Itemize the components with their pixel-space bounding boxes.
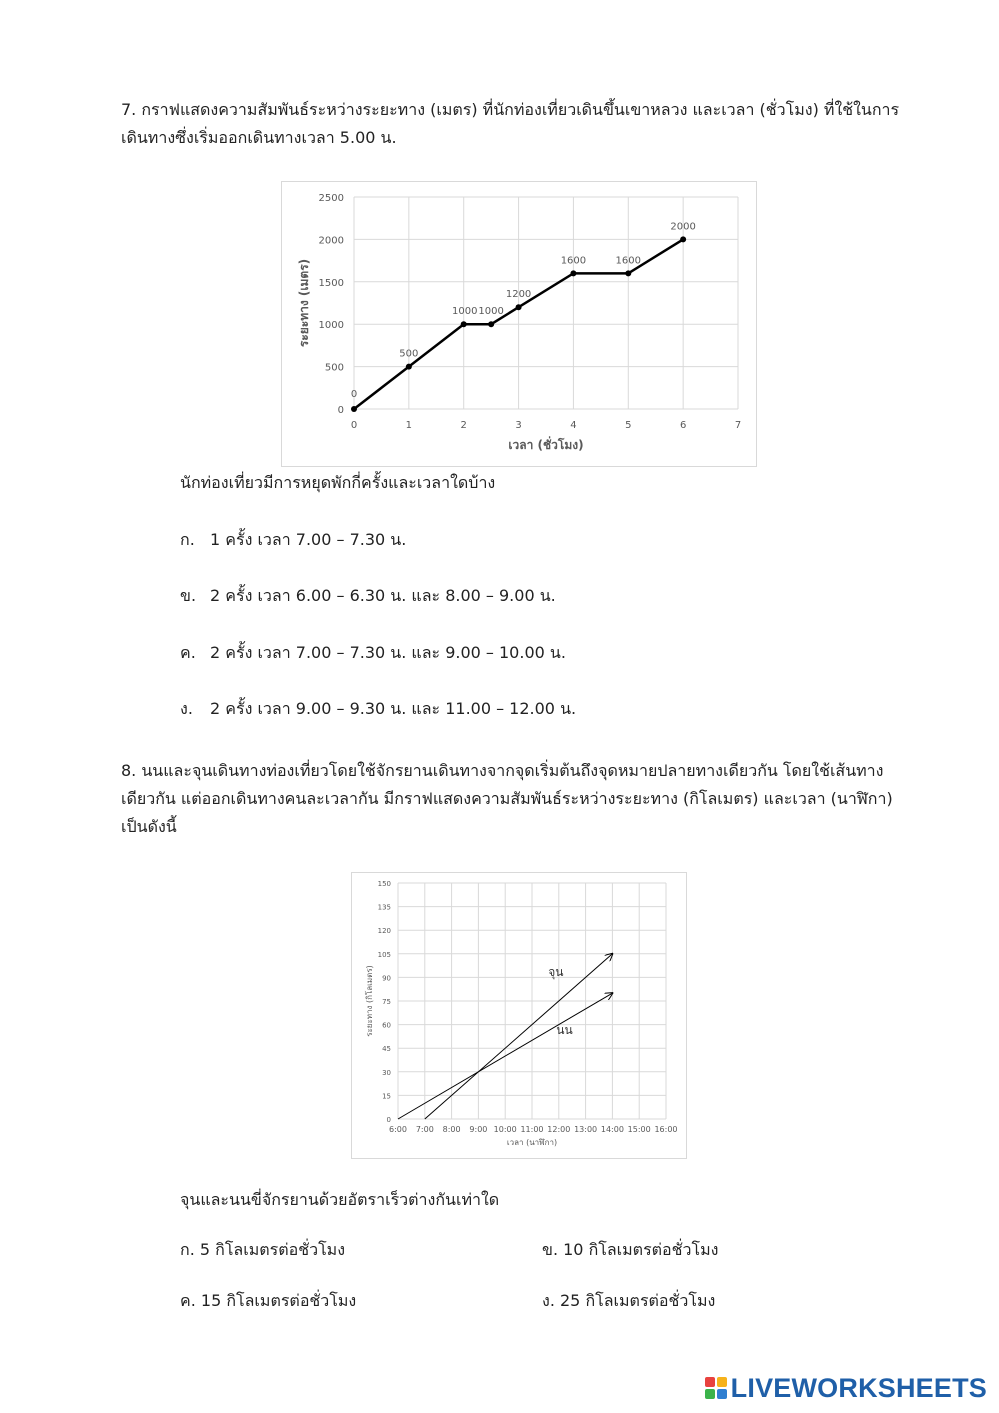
data-label: 1000 bbox=[478, 306, 504, 318]
y-tick-label: 120 bbox=[377, 927, 391, 936]
choice-label: ก. bbox=[180, 530, 195, 549]
x-tick-label: 16:00 bbox=[654, 1125, 678, 1134]
x-tick-label: 2 bbox=[460, 420, 467, 431]
choice-label: ง. bbox=[542, 1291, 555, 1310]
y-tick-label: 45 bbox=[382, 1045, 391, 1054]
q8-choice-c[interactable] bbox=[180, 1289, 356, 1313]
choice-text: 2 ครั้ง เวลา 6.00 – 6.30 น. และ 8.00 – 9.00 น. bbox=[210, 586, 556, 605]
choice-text: 25 กิโลเมตรต่อชั่วโมง bbox=[560, 1291, 716, 1310]
x-tick-label: 6:00 bbox=[389, 1125, 407, 1134]
data-point bbox=[351, 406, 357, 412]
x-tick-label: 6 bbox=[679, 420, 687, 431]
choice-text: 1 ครั้ง เวลา 7.00 – 7.30 น. bbox=[210, 530, 407, 549]
q8-question-line1: 8. นนและจุนเดินทางท่องเที่ยวโดยใช้จักรยานเดินทางจากจุดเริ่มต้นถึงจุดหมายปลายทางเดียวกัน โดยใช้เส้นทาง bbox=[121, 761, 884, 780]
q7-choice-c[interactable] bbox=[180, 641, 566, 665]
q8-chart bbox=[351, 872, 687, 1159]
x-tick-label: 8:00 bbox=[442, 1125, 461, 1134]
q8-prompt: จุนและนนขี่จักรยานด้วยอัตราเร็วต่างกันเท่าใด bbox=[180, 1190, 500, 1209]
logo-mark-icon bbox=[705, 1377, 727, 1399]
y-tick-label: 15 bbox=[382, 1092, 391, 1101]
data-point bbox=[488, 321, 494, 327]
y-tick-label: 1000 bbox=[318, 320, 344, 332]
y-tick-label: 2500 bbox=[318, 193, 344, 204]
choice-text: 15 กิโลเมตรต่อชั่วโมง bbox=[200, 1291, 357, 1310]
x-tick-label: 11:00 bbox=[520, 1125, 544, 1134]
data-point bbox=[570, 270, 576, 276]
choice-text: 5 กิโลเมตรต่อชั่วโมง bbox=[199, 1240, 346, 1259]
x-axis-title: เวลา (นาฬิกา) bbox=[506, 1138, 558, 1147]
y-tick-label: 1500 bbox=[318, 277, 344, 289]
data-label: 1600 bbox=[615, 255, 642, 267]
q7-choice-a[interactable] bbox=[180, 528, 406, 552]
data-point bbox=[625, 270, 631, 276]
data-point bbox=[680, 236, 686, 242]
y-tick-label: 500 bbox=[324, 362, 344, 374]
q7-chart bbox=[281, 181, 757, 467]
y-tick-label: 150 bbox=[377, 880, 391, 888]
series-label-non: นน bbox=[556, 1023, 573, 1038]
x-tick-label: 13:00 bbox=[574, 1125, 598, 1134]
y-tick-label: 90 bbox=[382, 974, 391, 983]
x-tick-label: 3 bbox=[515, 420, 522, 431]
q7-question-line2: เดินทางซึ่งเริ่มออกเดินทางเวลา 5.00 น. bbox=[121, 128, 397, 147]
choice-text: 10 กิโลเมตรต่อชั่วโมง bbox=[563, 1240, 719, 1259]
choice-label: ง. bbox=[180, 699, 193, 718]
y-tick-label: 135 bbox=[377, 903, 391, 912]
q8-question-line3: เป็นดังนี้ bbox=[121, 817, 177, 836]
y-tick-label: 60 bbox=[382, 1021, 391, 1030]
data-point bbox=[516, 304, 522, 310]
x-tick-label: 7:00 bbox=[415, 1125, 434, 1134]
y-tick-label: 0 bbox=[386, 1116, 391, 1124]
q7-choice-d[interactable] bbox=[180, 697, 576, 721]
series-line-joon bbox=[425, 954, 613, 1119]
q8-chart-svg bbox=[352, 873, 686, 1158]
q7-choice-b[interactable] bbox=[180, 584, 556, 608]
x-tick-label: 14:00 bbox=[600, 1125, 624, 1134]
q8-question bbox=[121, 757, 921, 841]
x-tick-label: 10:00 bbox=[493, 1125, 517, 1134]
choice-text: 2 ครั้ง เวลา 7.00 – 7.30 น. และ 9.00 – 10.00 น. bbox=[210, 643, 566, 662]
y-tick-label: 0 bbox=[337, 405, 344, 416]
series-label-joon: จุน bbox=[548, 965, 564, 980]
data-point bbox=[461, 321, 467, 327]
x-tick-label: 7 bbox=[734, 420, 742, 431]
data-label: 2000 bbox=[670, 221, 696, 233]
choice-label: ข. bbox=[180, 586, 197, 605]
x-tick-label: 4 bbox=[570, 420, 577, 431]
q8-choice-a[interactable] bbox=[180, 1238, 345, 1262]
data-label: 1600 bbox=[560, 255, 587, 267]
x-tick-label: 1 bbox=[405, 420, 413, 431]
data-label: 0 bbox=[350, 389, 358, 400]
y-tick-label: 2000 bbox=[318, 235, 344, 247]
choice-label: ค. bbox=[180, 643, 196, 662]
q8-choice-d[interactable] bbox=[542, 1289, 715, 1313]
data-label: 500 bbox=[399, 348, 419, 360]
q7-question bbox=[121, 96, 921, 152]
choice-label: ข. bbox=[542, 1240, 559, 1259]
q8-choice-b[interactable] bbox=[542, 1238, 718, 1262]
y-tick-label: 30 bbox=[382, 1068, 391, 1077]
y-tick-label: 105 bbox=[377, 950, 391, 959]
y-axis-title: ระยะทาง (กิโลเมตร) bbox=[365, 965, 374, 1037]
y-tick-label: 75 bbox=[382, 998, 391, 1006]
q7-prompt: นักท่องเที่ยวมีการหยุดพักกี่ครั้งและเวลาใดบ้าง bbox=[180, 473, 496, 492]
q7-chart-svg bbox=[282, 182, 756, 466]
x-axis-title: เวลา (ชั่วโมง) bbox=[508, 438, 584, 452]
data-label: 1000 bbox=[451, 306, 478, 318]
choice-text: 2 ครั้ง เวลา 9.00 – 9.30 น. และ 11.00 – 12.00 น. bbox=[210, 699, 577, 718]
choice-label: ค. bbox=[180, 1291, 196, 1310]
data-point bbox=[406, 364, 412, 370]
x-tick-label: 9:00 bbox=[469, 1125, 488, 1134]
x-tick-label: 15:00 bbox=[627, 1125, 651, 1134]
logo-text: LIVEWORKSHEETS bbox=[730, 1372, 987, 1403]
x-tick-label: 0 bbox=[350, 420, 358, 431]
x-tick-label: 5 bbox=[625, 420, 632, 431]
liveworksheets-logo[interactable] bbox=[705, 1373, 987, 1403]
data-label: 1200 bbox=[505, 289, 532, 301]
q7-question-line1: 7. กราฟแสดงความสัมพันธ์ระหว่างระยะทาง (เมตร) ที่นักท่องเที่ยวเดินขึ้นเขาหลวง และเวลา (ชั่วโมง) ที่ใช้ในการ bbox=[121, 100, 900, 119]
x-tick-label: 12:00 bbox=[547, 1125, 571, 1134]
q8-question-line2: เดียวกัน แต่ออกเดินทางคนละเวลากัน มีกราฟแสดงความสัมพันธ์ระหว่างระยะทาง (กิโลเมตร) และเวลา (นาฬิกา) bbox=[121, 789, 893, 808]
y-axis-title: ระยะทาง (เมตร) bbox=[297, 258, 311, 348]
choice-label: ก. bbox=[180, 1240, 195, 1259]
